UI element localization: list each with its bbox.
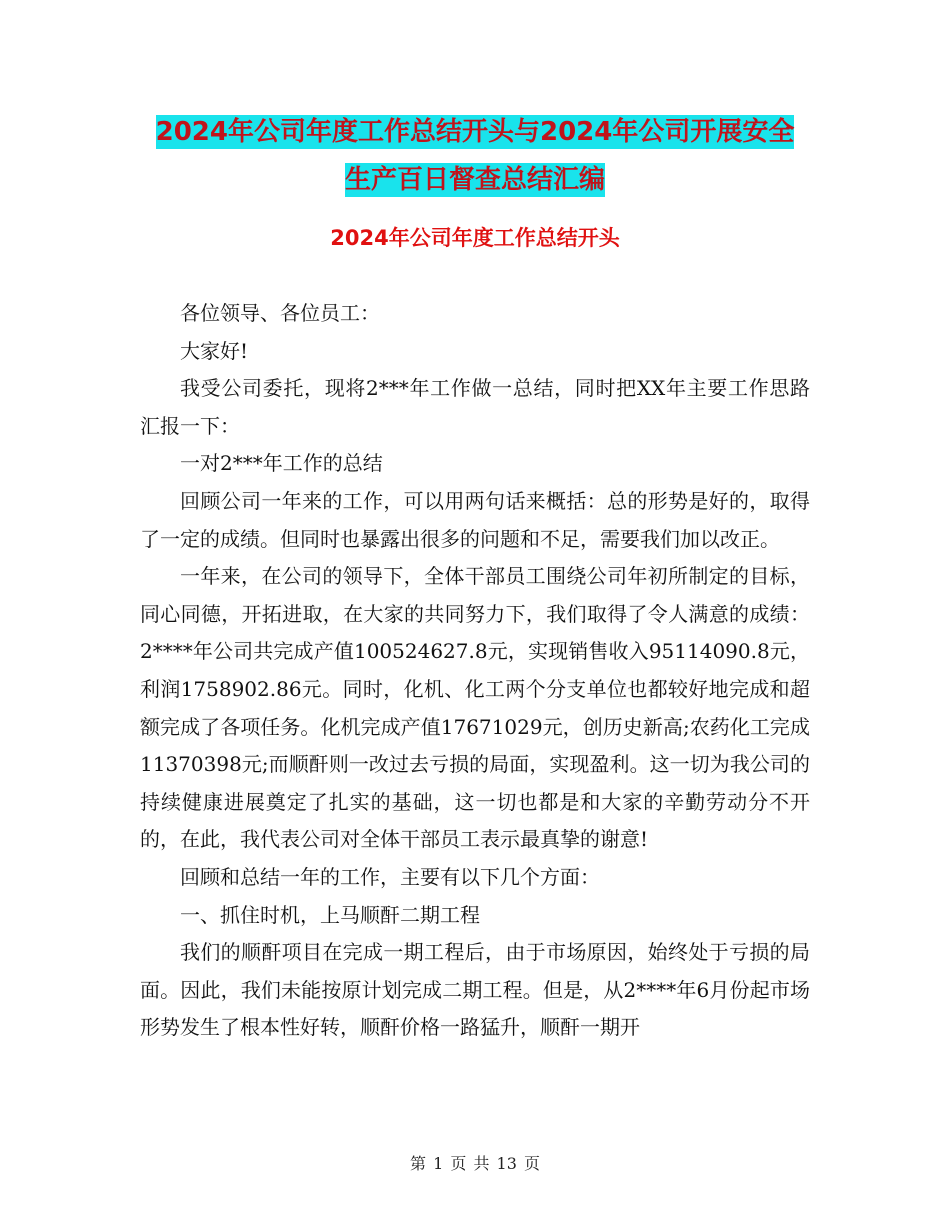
paragraph-intro: 我受公司委托，现将2***年工作做一总结，同时把XX年主要工作思路汇报一下： (140, 376, 810, 438)
document-title (140, 108, 810, 204)
paragraph-heading-project: 一、抓住时机，上马顺酐二期工程 (180, 902, 480, 927)
paragraph-heading-summary: 一对2***年工作的总结 (180, 451, 383, 476)
paragraph-greeting: 大家好! (180, 338, 249, 363)
paragraph-review: 回顾公司一年来的工作，可以用两句话来概括：总的形势是好的，取得了一定的成绩。但同时也暴露出很多的问题和不足，需要我们加以改正。 (140, 488, 810, 551)
section-title: 2024年公司年度工作总结开头 (330, 226, 620, 250)
document-body (140, 295, 810, 1047)
paragraph-salutation: 各位领导、各位员工： (180, 301, 380, 325)
paragraph-project: 我们的顺酐项目在完成一期工程后，由于市场原因，始终处于亏损的局面。因此，我们未能按原计划完成二期工程。但是，从2****年6月份起市场形势发生了根本性好转，顺酐价格一路猛升，顺酐一期开 (140, 940, 810, 1040)
paragraph-achievements: 一年来，在公司的领导下，全体干部员工围绕公司年初所制定的目标，同心同德，开拓进取，在大家的共同努力下，我们取得了令人满意的成绩：2****年公司共完成产值100524627.8元，实现销售收入95114090.8元，利润1758902.86元。同时，化机、化工两个分支单位也都较好地完成和超额完成了各项任务。化机完成产值17671029元，创历史新高;农药化工完成11370398元;而顺酐则一改过去亏损的局面，实现盈利。这一切为我公司的持续健康进展奠定了扎实的基础，这一切也都是和大家的辛勤劳动分不开的，在此，我代表公司对全体干部员工表示最真挚的谢意! (140, 564, 810, 852)
document-title-line-2: 生产百日督查总结汇编 (344, 165, 605, 195)
document-title-line-1: 2024年公司年度工作总结开头与2024年公司开展安全 (155, 117, 795, 147)
paragraph-aspects: 回顾和总结一年的工作，主要有以下几个方面： (180, 864, 600, 889)
page-footer: 第 1 页 共 13 页 (410, 1154, 540, 1173)
